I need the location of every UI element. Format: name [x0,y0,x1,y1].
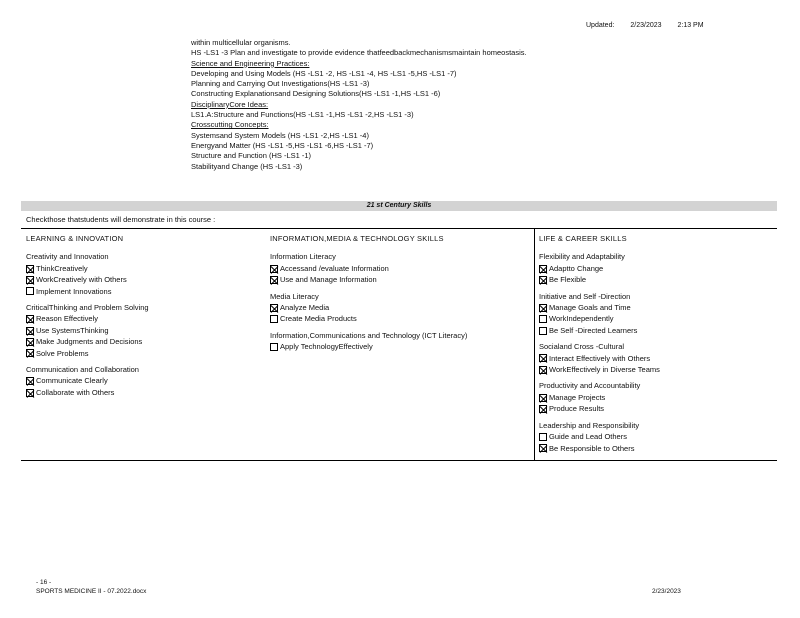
skill-item[interactable] [26,348,261,359]
column-life-career [539,233,774,459]
standards-line: Stabilityand Change (HS -LS1 -3) [191,161,303,171]
skill-item[interactable] [26,336,261,347]
skill-item[interactable] [539,403,774,414]
column-divider [534,228,535,460]
footer-page-number: - 16 - [36,579,52,586]
skill-group-title: Leadership and Responsibility [539,420,640,430]
checkbox-checked[interactable] [26,338,34,346]
skill-group-title: Initiative and Self -Direction [539,291,631,301]
standards-heading: Crosscutting Concepts: [191,120,269,130]
skill-item-label: Use and Manage Information [280,275,377,285]
checkbox-checked[interactable] [539,265,547,273]
standards-line: Energyand Matter (HS -LS1 -5,HS -LS1 -6,HS -LS1 -7) [191,140,374,150]
skill-item[interactable] [539,364,774,375]
skill-group-title: CriticalThinking and Problem Solving [26,303,149,313]
skill-item[interactable] [26,313,261,324]
skill-item-label: Implement Innovations [36,286,112,296]
skill-item-label: Analyze Media [280,303,330,313]
checkbox-checked[interactable] [270,304,278,312]
skill-item-label: Be Self -Directed Learners [549,325,638,335]
standards-line: Systemsand System Models (HS -LS1 -2,HS -LS1 -4) [191,130,369,140]
skill-item[interactable] [270,302,530,313]
grid-bottom-border [21,460,777,461]
skill-item-label: Reason Effectively [36,314,98,324]
skill-item-label: Guide and Lead Others [549,432,627,442]
skill-item[interactable] [539,353,774,364]
standards-line: Planning and Carrying Out Investigations(HS -LS1 -3) [191,79,370,89]
skill-item-label: Adaptto Change [549,263,604,273]
column-learning-innovation [26,233,261,403]
skill-group-title: Information Literacy [270,252,336,262]
checkbox-checked[interactable] [539,405,547,413]
skill-item-label: Create Media Products [280,314,357,324]
standards-line: Constructing Explanationsand Designing Solutions(HS -LS1 -1,HS -LS1 -6) [191,89,441,99]
updated-time: 2:13 PM [677,22,704,29]
skill-group-title: Flexibility and Adaptability [539,252,625,262]
skill-group [539,420,774,454]
standards-line: within multicellular organisms. [191,38,291,47]
grid-top-border [21,228,777,229]
skill-group [26,364,261,398]
skill-group [270,251,530,285]
skill-group-title: Socialand Cross -Cultural [539,342,625,352]
standards-heading: DisciplinaryCore Ideas: [191,99,269,109]
checkbox-unchecked[interactable] [270,343,278,351]
standards-line: Developing and Using Models (HS -LS1 -2, HS -LS1 -4, HS -LS1 -5,HS -LS1 -7) [191,68,457,78]
skill-group [26,302,261,359]
checkbox-checked[interactable] [26,327,34,335]
skill-item[interactable] [270,341,530,352]
skill-item-label: Accessand /evaluate Information [280,263,389,273]
checkbox-checked[interactable] [26,389,34,397]
checkbox-checked[interactable] [539,354,547,362]
skill-group-title: Media Literacy [270,291,319,301]
skill-item-label: Make Judgments and Decisions [36,337,143,347]
checkbox-checked[interactable] [26,265,34,273]
skill-item[interactable] [539,263,774,274]
checkbox-checked[interactable] [539,444,547,452]
skill-item-label: WorkIndependently [549,314,614,324]
standards-line: Structure and Function (HS -LS1 -1) [191,151,312,161]
skill-item[interactable] [539,431,774,442]
skill-item[interactable] [270,274,530,285]
column-title: INFORMATION,MEDIA & TECHNOLOGY SKILLS [270,234,444,243]
footer-date: 2/23/2023 [652,588,681,595]
column-title: LEARNING & INNOVATION [26,234,124,243]
checkbox-checked[interactable] [539,276,547,284]
standards-heading: Science and Engineering Practices: [191,58,310,68]
skill-item-label: Produce Results [549,404,605,414]
skill-item-label: Solve Problems [36,348,89,358]
skill-group-title: Creativity and Innovation [26,252,109,262]
checkbox-unchecked[interactable] [539,433,547,441]
skill-item-label: WorkEffectively in Diverse Teams [549,365,660,375]
skill-item[interactable] [539,392,774,403]
skill-item[interactable] [539,313,774,324]
skill-item[interactable] [539,443,774,454]
skill-item-label: Be Responsible to Others [549,443,635,453]
skill-item-label: WorkCreatively with Others [36,275,127,285]
skill-group [270,330,530,353]
skill-item[interactable] [539,302,774,313]
skill-group [539,291,774,337]
skill-group [539,341,774,375]
skill-group [539,251,774,285]
skill-item-label: Communicate Clearly [36,376,108,386]
skills-header: 21 st Century Skills [21,201,777,211]
checkbox-checked[interactable] [539,394,547,402]
skill-item-label: Collaborate with Others [36,387,115,397]
footer-filename: SPORTS MEDICINE II - 07.2022.docx [36,588,147,595]
column-information-media-technology [270,233,530,358]
checkbox-checked[interactable] [270,265,278,273]
updated-label: Updated: [586,22,615,29]
skill-group [26,251,261,297]
skill-group [539,380,774,414]
checkbox-unchecked[interactable] [26,287,34,295]
skill-item-label: Use SystemsThinking [36,325,109,335]
skill-item-label: Interact Effectively with Others [549,353,651,363]
standards-line: LS1.A:Structure and Functions(HS -LS1 -1,HS -LS1 -2,HS -LS1 -3) [191,110,414,120]
checkbox-checked[interactable] [26,377,34,385]
skill-item[interactable] [26,387,261,398]
skill-item[interactable] [26,286,261,297]
checkbox-checked[interactable] [270,276,278,284]
skill-item-label: Manage Goals and Time [549,303,631,313]
skill-item-label: Apply TechnologyEffectively [280,342,373,352]
footer-left [36,578,146,596]
skill-group-title: Information,Communications and Technology (ICT Literacy) [270,330,468,340]
skill-item[interactable] [539,274,774,285]
skill-item[interactable] [26,325,261,336]
checkbox-unchecked[interactable] [539,315,547,323]
standards-block [191,38,751,172]
checkbox-checked[interactable] [539,304,547,312]
checkbox-checked[interactable] [26,276,34,284]
checkbox-unchecked[interactable] [539,327,547,335]
column-title: LIFE & CAREER SKILLS [539,234,627,243]
checkbox-unchecked[interactable] [270,315,278,323]
skill-item[interactable] [270,263,530,274]
skill-item[interactable] [26,375,261,386]
skill-item[interactable] [26,274,261,285]
skill-group-title: Communication and Collaboration [26,365,139,375]
skill-item[interactable] [270,313,530,324]
updated-stamp [586,22,718,29]
checkbox-checked[interactable] [539,366,547,374]
skill-item[interactable] [26,263,261,274]
checkbox-checked[interactable] [26,349,34,357]
skill-group [270,291,530,325]
checkbox-checked[interactable] [26,315,34,323]
skills-instruction: Checkthose thatstudents will demonstrate in this course : [26,215,216,224]
skill-item-label: Be Flexible [549,275,587,285]
standards-line: HS -LS1 -3 Plan and investigate to provide evidence thatfeedbackmechanismsmaintain homeostasis. [191,48,527,58]
skill-item-label: ThinkCreatively [36,263,88,273]
skill-group-title: Productivity and Accountability [539,381,641,391]
updated-date: 2/23/2023 [630,22,662,29]
skill-item-label: Manage Projects [549,392,606,402]
skill-item[interactable] [539,325,774,336]
